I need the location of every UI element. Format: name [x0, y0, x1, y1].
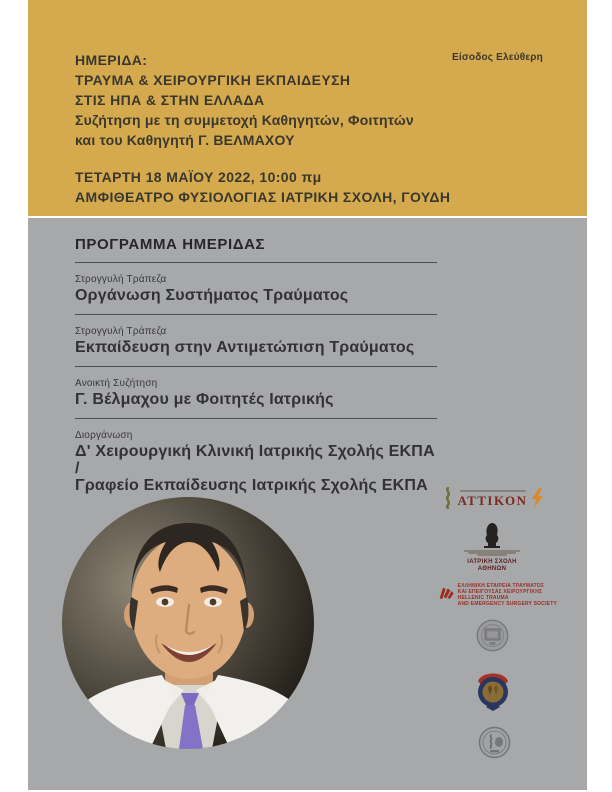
program-item-2	[75, 326, 440, 357]
speaker-photo	[62, 497, 314, 749]
circular-seal-logo-middle	[474, 669, 512, 716]
attikon-microtext	[460, 490, 526, 492]
uoa-microtext	[463, 550, 521, 556]
attikon-figure-icon	[443, 487, 453, 509]
header-text-block	[75, 50, 505, 207]
hospital-crest-icon	[474, 669, 512, 711]
event-title-line-2: ΣΤΙΣ ΗΠΑ & ΣΤΗΝ ΕΛΛΑΔΑ	[75, 92, 265, 108]
silver-seal-icon	[476, 619, 509, 652]
divider	[75, 418, 437, 419]
lightning-bolt-icon	[532, 488, 543, 508]
organizer-block	[75, 430, 440, 494]
organizer-line-1: Δ' Χειρουργική Κλινική Ιατρικής Σχολής ΕΚΠΑ /	[75, 443, 435, 477]
datetime-venue-block	[75, 167, 505, 207]
organizer-label: Διοργάνωση	[75, 430, 133, 441]
header-banner	[28, 0, 587, 216]
event-title-line-1: ΤΡΑΥΜΑ & ΧΕΙΡΟΥΡΓΙΚΗ ΕΚΠΑΙΔΕΥΣΗ	[75, 72, 351, 88]
divider	[75, 366, 437, 367]
divider	[75, 314, 437, 315]
divider	[75, 262, 437, 263]
program-item-label: Στρογγυλή Τράπεζα	[75, 326, 167, 337]
program-item-1	[75, 274, 440, 305]
circular-seal-logo-bottom	[478, 726, 511, 764]
event-type-line: ΗΜΕΡΙΔΑ:	[75, 52, 148, 68]
program-item-label: Στρογγυλή Τράπεζα	[75, 274, 167, 285]
program-item-3	[75, 378, 440, 409]
medical-society-seal-icon	[478, 726, 511, 759]
circular-seal-logo-top	[476, 619, 509, 657]
event-subtitle-line-2: και του Καθηγητή Γ. ΒΕΛΜΑΧΟΥ	[75, 132, 295, 148]
trauma-society-emblem-icon	[439, 583, 454, 603]
program-item-title: Εκπαίδευση στην Αντιμετώπιση Τραύματος	[75, 339, 415, 356]
program-item-title: Γ. Βέλμαχου με Φοιτητές Ιατρικής	[75, 391, 334, 408]
attikon-name-label: ΑΤΤΙΚΟΝ	[457, 492, 528, 508]
event-venue: ΑΜΦΙΘΕΑΤΡΟ ΦΥΣΙΟΛΟΓΙΑΣ ΙΑΤΡΙΚΗ ΣΧΟΛΗ, ΓΟΥΔΗ	[75, 189, 451, 205]
event-datetime: ΤΕΤΑΡΤΗ 18 ΜΑΪΟΥ 2022, 10:00 πμ	[75, 169, 322, 185]
attikon-wordmark	[457, 490, 527, 507]
program-item-title: Οργάνωση Συστήματος Τραύματος	[75, 287, 349, 304]
event-subtitle-line-1: Συζήτηση με τη συμμετοχή Καθηγητών, Φοιτητών	[75, 112, 414, 128]
program-item-label: Ανοικτή Συζήτηση	[75, 378, 158, 389]
uoa-school-label: ΙΑΤΡΙΚΗ ΣΧΟΛΗ ΑΘΗΝΩΝ	[467, 559, 517, 572]
organizer-line-2: Γραφείο Εκπαίδευσης Ιατρικής Σχολής ΕΚΠΑ	[75, 477, 428, 494]
program-heading: ΠΡΟΓΡΑΜΜΑ ΗΜΕΡΙΔΑΣ	[75, 236, 266, 253]
program-content	[75, 236, 440, 494]
speaker-portrait-image	[62, 497, 314, 749]
admission-note: Είσοδος Ελεύθερη	[452, 52, 543, 63]
kapodistrias-bust-icon	[481, 522, 503, 548]
university-of-athens-medical-school-logo	[455, 522, 529, 573]
hellenic-trauma-society-logo	[439, 583, 557, 607]
trauma-society-text: ΕΛΛΗΝΙΚΗ ΕΤΑΙΡΕΙΑ ΤΡΑΥΜΑΤΟΣ ΚΑΙ ΕΠΕΙΓΟΥΣΑΣ ΧΕΙΡΟΥΡΓΙΚΗΣ HELLENIC TRAUMA AND EMERGENCY SURGERY SOCIETY	[457, 583, 557, 607]
attikon-hospital-logo	[443, 487, 543, 509]
